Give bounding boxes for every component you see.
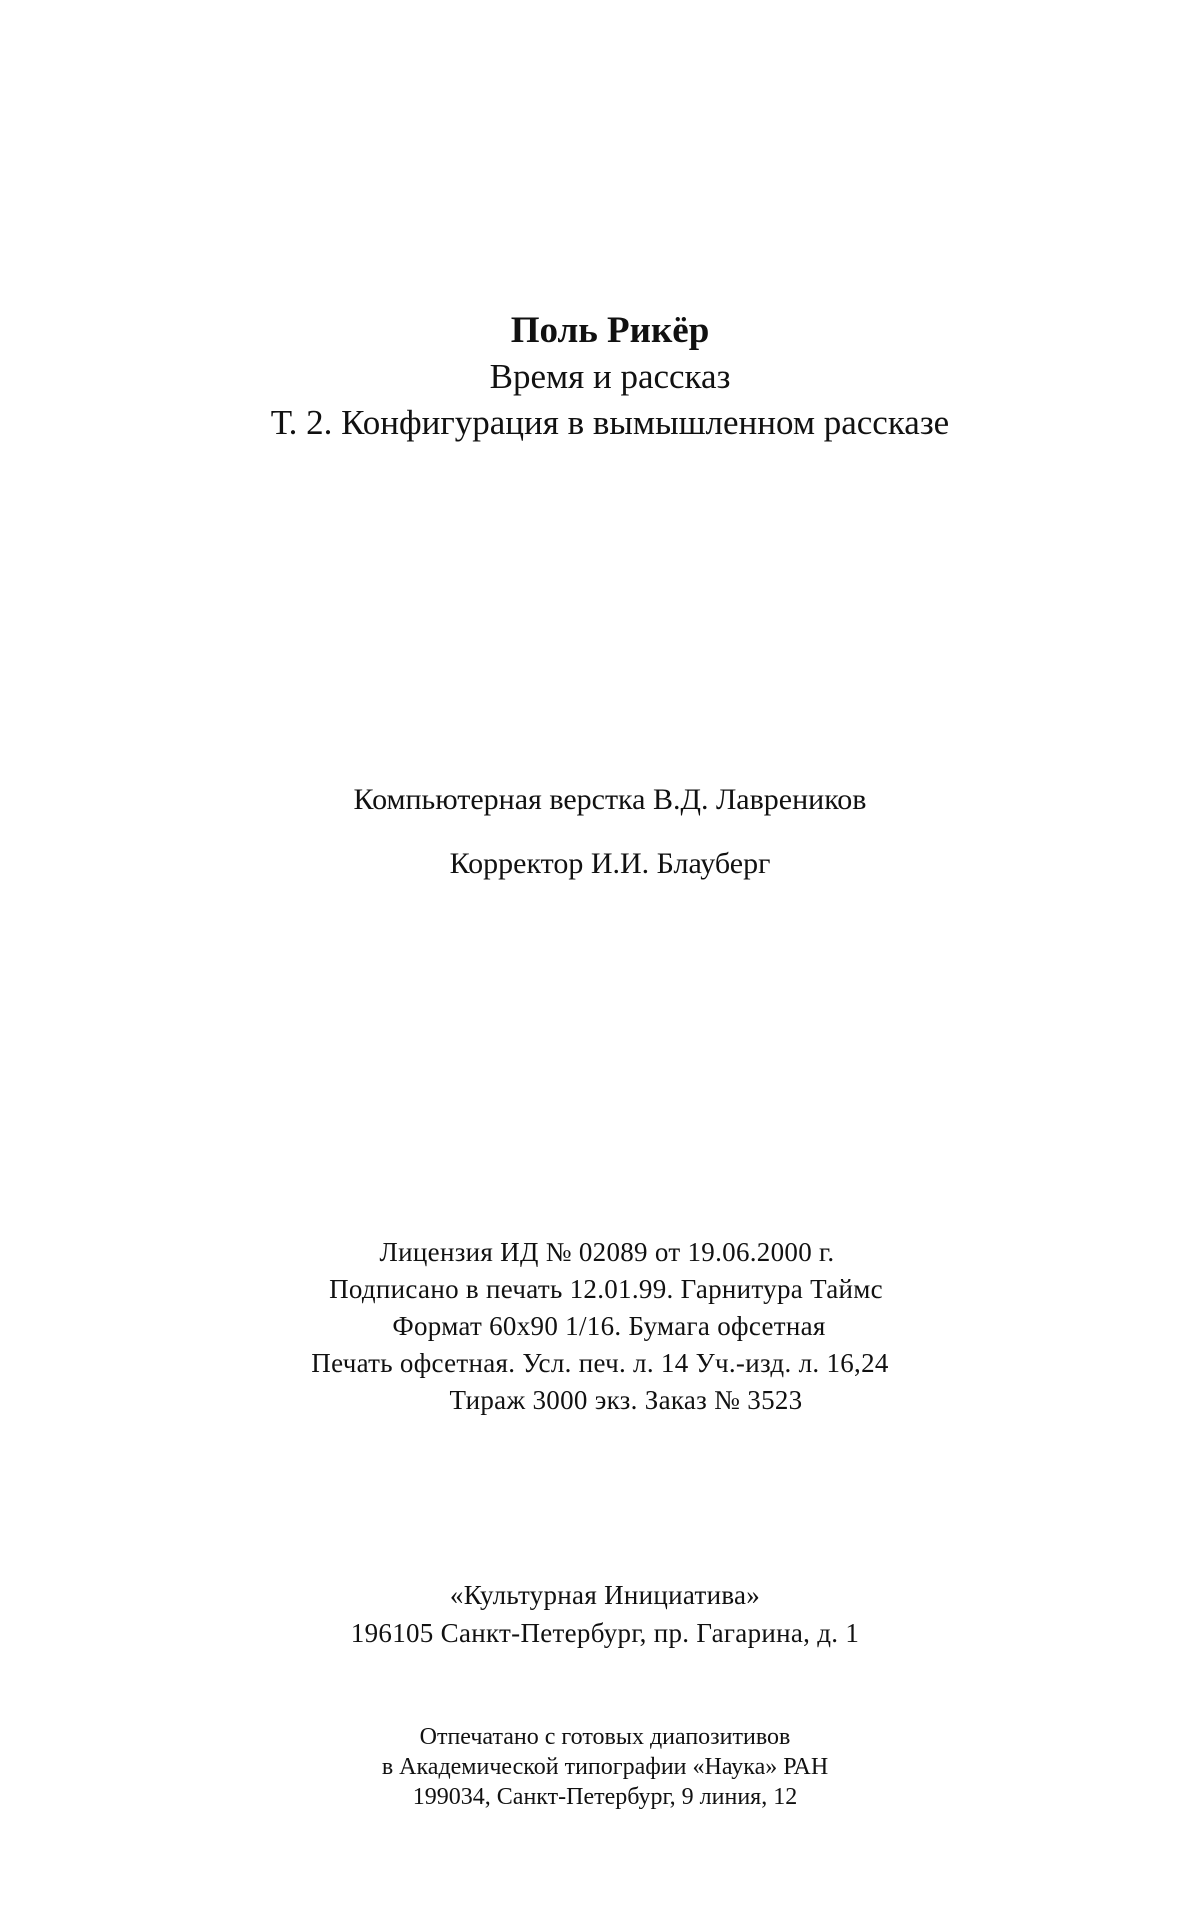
- proofreader-credit: Корректор И.И. Блауберг: [449, 847, 771, 880]
- credits-block: [0, 768, 1200, 896]
- printing-block: [0, 1722, 1200, 1812]
- format-line: Формат 60х90 1/16. Бумага офсетная: [392, 1311, 826, 1341]
- publisher-address: 196105 Санкт-Петербург, пр. Гагарина, д. 1: [350, 1618, 860, 1648]
- volume-title: Т. 2. Конфигурация в вымышленном рассказе: [270, 403, 950, 442]
- printing-line-3: 199034, Санкт-Петербург, 9 линия, 12: [412, 1784, 798, 1810]
- run-line: Тираж 3000 экз. Заказ № 3523: [449, 1385, 803, 1415]
- printing-line-2: в Академической типографии «Наука» РАН: [381, 1754, 829, 1780]
- signed-line: Подписано в печать 12.01.99. Гарнитура Таймс: [329, 1274, 883, 1304]
- license-line: Лицензия ИД № 02089 от 19.06.2000 г.: [379, 1237, 835, 1267]
- title-block: [0, 308, 1200, 446]
- author-name: Поль Рикёр: [510, 310, 710, 351]
- printing-line-1: Отпечатано с готовых диапозитивов: [419, 1724, 791, 1750]
- print-line: Печать офсетная. Усл. печ. л. 14 Уч.-изд. л. 16,24: [311, 1348, 889, 1378]
- publisher-name: «Культурная Инициатива»: [449, 1580, 761, 1610]
- publisher-block: [0, 1576, 1200, 1652]
- publication-data-block: [0, 1234, 1200, 1419]
- book-title: Время и рассказ: [489, 357, 731, 396]
- layout-credit: Компьютерная верстка В.Д. Лавреников: [353, 783, 867, 816]
